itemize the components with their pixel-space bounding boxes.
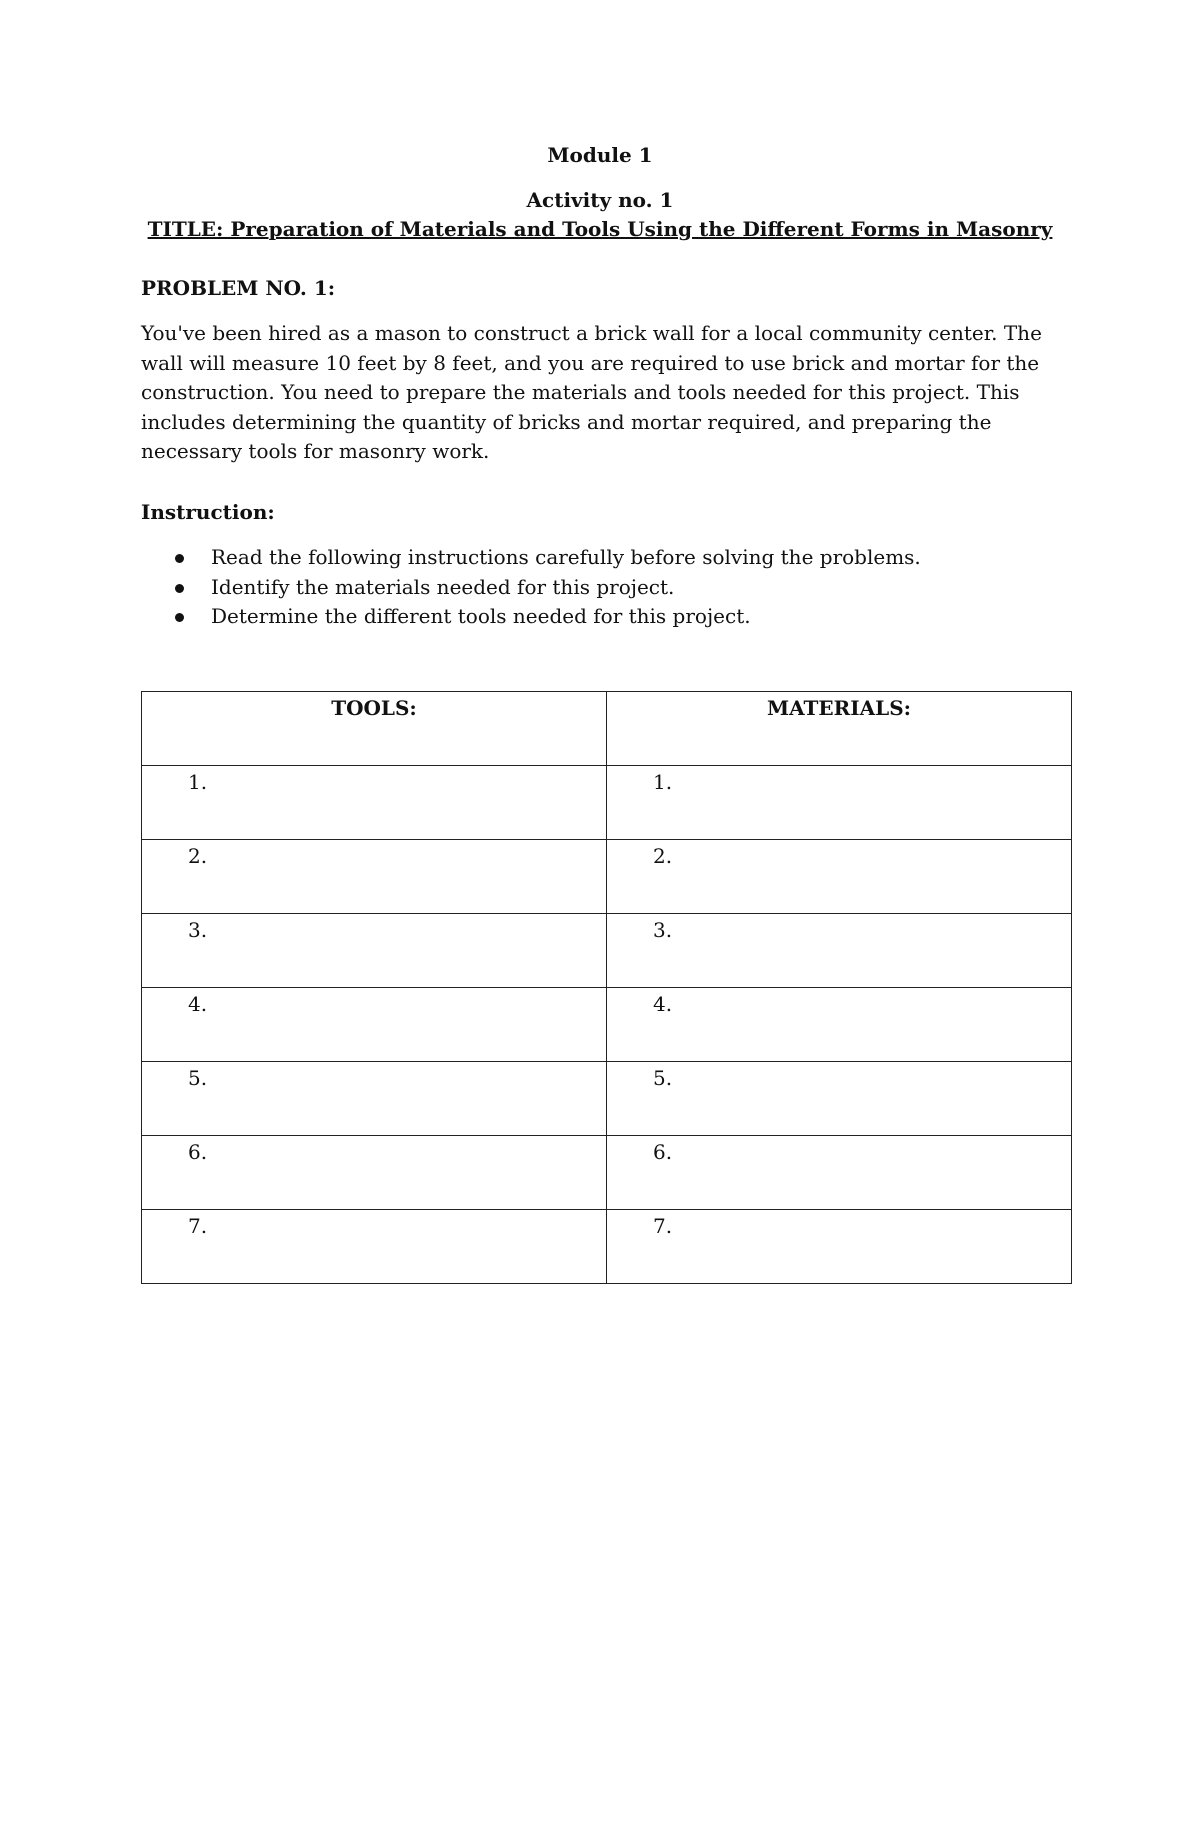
materials-cell[interactable]: 5.: [607, 1062, 1072, 1136]
tools-materials-table: [141, 691, 1072, 1284]
instruction-item: [141, 602, 921, 632]
bullet-icon: [175, 613, 184, 622]
instruction-text: Identify the materials needed for this project.: [211, 574, 675, 599]
tools-cell[interactable]: 2.: [142, 840, 607, 914]
table-row: [142, 1062, 1072, 1136]
table-row: [142, 1136, 1072, 1210]
table-header-row: [142, 692, 1072, 766]
table-row: [142, 914, 1072, 988]
instruction-heading: Instruction:: [141, 500, 275, 524]
activity-heading: Activity no. 1: [526, 188, 674, 212]
tools-cell[interactable]: 4.: [142, 988, 607, 1062]
bullet-icon: [175, 554, 184, 563]
materials-cell[interactable]: 1.: [607, 766, 1072, 840]
table-row: [142, 840, 1072, 914]
materials-cell[interactable]: 4.: [607, 988, 1072, 1062]
instruction-item: [141, 573, 921, 603]
activity-title: TITLE: Preparation of Materials and Tools Using the Different Forms in Masonry: [147, 217, 1053, 241]
bullet-icon: [175, 584, 184, 593]
materials-cell[interactable]: 7.: [607, 1210, 1072, 1284]
tools-column-header: TOOLS:: [142, 692, 607, 766]
tools-cell[interactable]: 3.: [142, 914, 607, 988]
problem-description: You've been hired as a mason to construct a brick wall for a local community center. The wall will measure 10 feet by 8 feet, and you are required to use brick and mortar for the construction. You need to prepare the materials and tools needed for this project. This includes determining the quantity of bricks and mortar required, and preparing the necessary tools for masonry work.: [141, 321, 1042, 463]
problem-heading: PROBLEM NO. 1:: [141, 276, 336, 300]
table-row: [142, 766, 1072, 840]
module-heading: Module 1: [547, 143, 653, 167]
table-row: [142, 988, 1072, 1062]
materials-column-header: MATERIALS:: [607, 692, 1072, 766]
materials-cell[interactable]: 6.: [607, 1136, 1072, 1210]
tools-cell[interactable]: 7.: [142, 1210, 607, 1284]
materials-cell[interactable]: 2.: [607, 840, 1072, 914]
tools-cell[interactable]: 1.: [142, 766, 607, 840]
instruction-text: Determine the different tools needed for this project.: [211, 604, 751, 628]
materials-cell[interactable]: 3.: [607, 914, 1072, 988]
tools-cell[interactable]: 6.: [142, 1136, 607, 1210]
tools-cell[interactable]: 5.: [142, 1062, 607, 1136]
instruction-text: Read the following instructions carefully before solving the problems.: [211, 545, 921, 569]
instruction-list: [141, 543, 921, 632]
instruction-item: [141, 543, 921, 573]
table-row: [142, 1210, 1072, 1284]
